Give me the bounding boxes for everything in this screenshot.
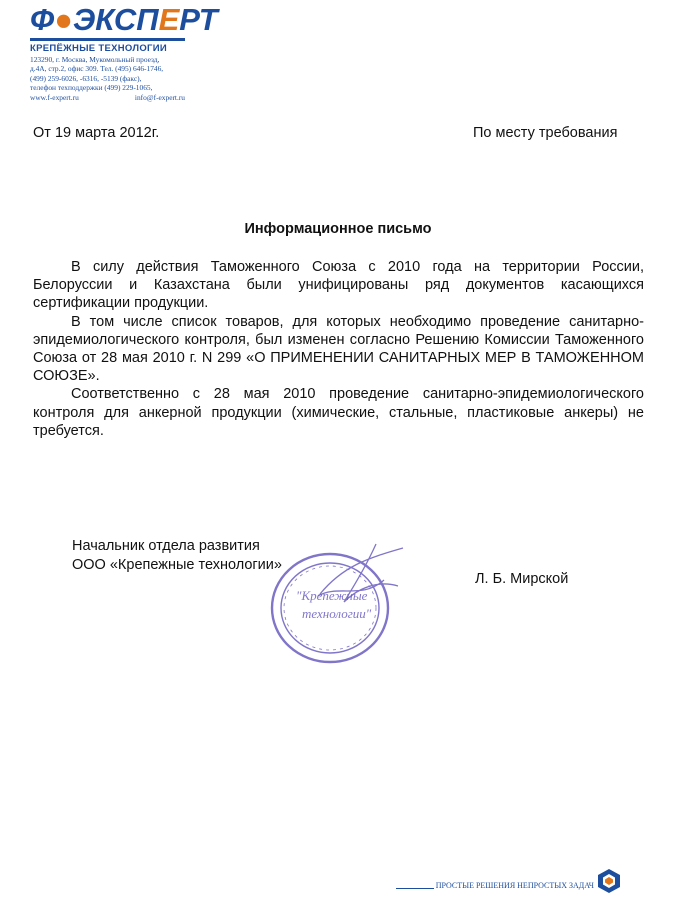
footer-slogan: ПРОСТЫЕ РЕШЕНИЯ НЕПРОСТЫХ ЗАДАЧ — [435, 881, 594, 890]
body-paragraph: В том числе список товаров, для которых необходимо проведение санитарно-эпидемиологического контроля, был изменен согласно Решению Комиссии Таможенного Союза от 28 мая 2010 г. N 299 «О ПРИМЕНЕНИИ САНИТАРНЫХ МЕР В ТАМОЖЕННОМ СОЮЗЕ». — [33, 313, 644, 385]
company-tagline: КРЕПЁЖНЫЕ ТЕХНОЛОГИИ — [30, 43, 167, 54]
footer-logo-icon — [596, 868, 622, 894]
signatory-name: Л. Б. Мирской — [475, 571, 569, 587]
logo-mark-icon: ● — [54, 2, 73, 37]
address-line: д.4А, стр.2, офис 309. Тел. (495) 646-1746, — [30, 64, 164, 74]
signatory-company: ООО «Крепежные технологии» — [72, 556, 282, 573]
website-link[interactable]: www.f-expert.ru — [30, 92, 79, 102]
contact-block — [30, 55, 230, 102]
support-phone-line: телефон техподдержки (499) 229-1065, — [30, 83, 153, 93]
letter-date: От 19 марта 2012г. — [33, 125, 160, 141]
logo-divider — [30, 38, 185, 41]
stamp-center-text: "Крепежные — [296, 588, 368, 603]
phone-line: (499) 259-6026, -6316, -5139 (факс), — [30, 73, 142, 83]
email-link[interactable]: info@f-expert.ru — [134, 92, 185, 102]
address-line: 123290, г. Москва, Мукомольный проезд, — [30, 55, 160, 64]
body-paragraph: Соответственно с 28 мая 2010 проведение санитарно-эпидемиологического контроля для анкерной продукции (химические, стальные, пластиковые анкеры) не требуется. — [33, 386, 644, 439]
letter-body — [33, 258, 644, 440]
signatory-position — [72, 537, 282, 574]
company-logo: Ф●ЭКСПЕРТ — [30, 2, 218, 37]
stamp-center-text: технологии" — [302, 606, 372, 621]
letter-title: Информационное письмо — [244, 221, 432, 237]
body-paragraph: В силу действия Таможенного Союза с 2010 года на территории России, Белоруссии и Казахстана были унифицированы ряд документов касающихся сертификации продукции. — [33, 259, 644, 312]
letter-recipient: По месту требования — [473, 125, 618, 141]
company-stamp — [258, 536, 428, 676]
letterhead — [30, 4, 230, 102]
signatory-title: Начальник отдела развития — [72, 538, 260, 554]
